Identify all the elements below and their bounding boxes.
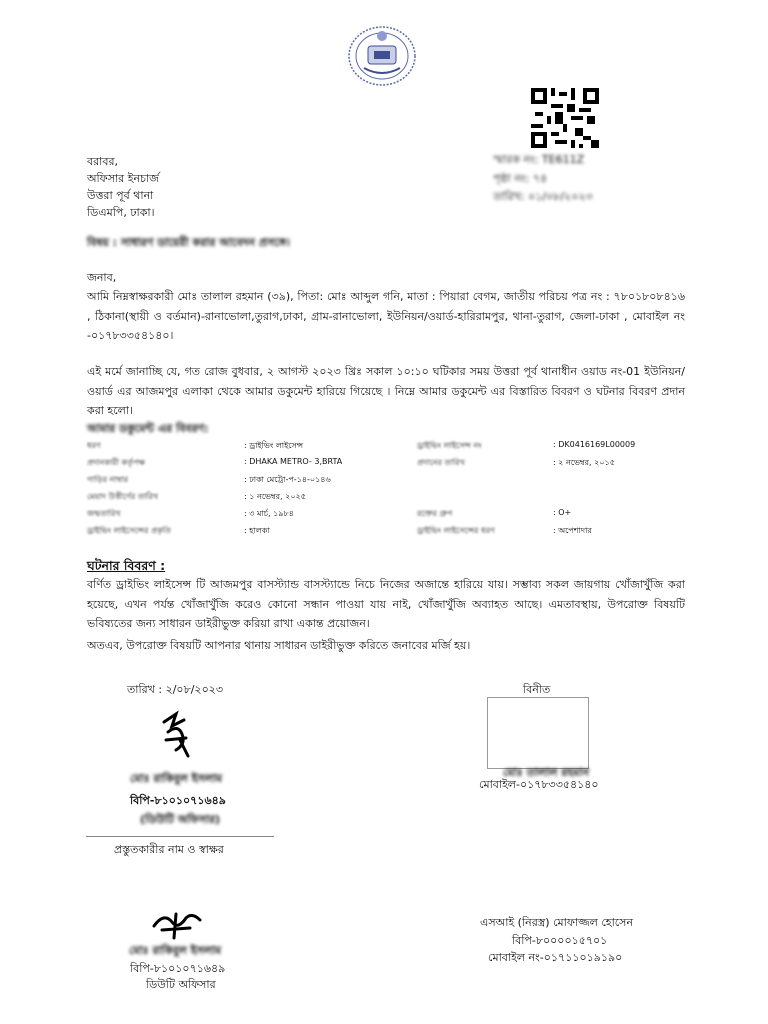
field-label: ড্রাইভিং লাইসেন্সের প্রকৃতি: [87, 526, 171, 535]
field-label: জন্মতারিখ: [87, 509, 121, 518]
duty-officer-signature: [150, 908, 204, 946]
field-value: : DHAKA METRO- 3,BRTA: [244, 457, 343, 466]
preparer-signature: [158, 710, 198, 764]
field-label: গাড়ির নাম্বার: [87, 475, 129, 484]
field-value: : DK0416169L00009: [553, 440, 636, 449]
field-value: : হালকা: [244, 526, 270, 535]
duty-officer-bp-number: বিপি-৮১০১০৭১৬৪৯: [130, 962, 226, 975]
field-value: : ৩ মার্চ, ১৯৮৪: [244, 509, 294, 518]
field-label: প্রদানের তারিখ: [417, 458, 465, 467]
qr-code: [531, 88, 599, 148]
sign-date: তারিখ : ২/০৮/২০২৩: [127, 683, 224, 696]
preparer-caption: প্রস্তুতকারীর নাম ও স্বাক্ষর: [114, 843, 224, 856]
table-row: [87, 522, 685, 539]
document-details-table: [87, 437, 685, 539]
incident-paragraph: বর্ণিত ড্রাইভিং লাইসেন্স টি আজমপুর বাসস্ট্যান্ড বাসস্ট্যান্ডে নিচে নিজের অজান্তে হারিয়ে যায়। সম্ভাব্য সকল জায়গায় খোঁজাখুঁজি করা হয়েছে, এখন পর্যন্ত খোঁজাখুঁজি করেও কোনো সন্ধান পাওয়া যায় নাই, খোঁজাখুঁজি অব্যাহত আছে। এমতাবস্থায়, উপরোক্ত বিষয়টি ভবিষ্যতের জন্য সাধারন ডাইরীভুক্ত করিয়া রাখা একান্ত প্রয়োজন।: [87, 578, 685, 630]
field-value: : ২ নভেম্বর, ২০১৫: [553, 458, 615, 467]
field-value: : অপেশাদার: [553, 526, 592, 535]
salutation: জনাব,: [87, 271, 117, 284]
table-row: [87, 505, 685, 522]
applicant-name: মোঃ তালাল রহমান: [503, 766, 590, 779]
duty-officer-name: মোঃ রাকিবুল ইসলাম: [129, 944, 222, 957]
si-mobile: মোবাইল নং-০১৭১১০১৯১৯০: [488, 951, 623, 964]
page-number: পৃষ্ঠা নং: ৭৪: [493, 172, 548, 185]
loss-paragraph: এই মর্মে জানাচ্ছি যে, গত রোজ বুধবার, ২ আগস্ট ২০২৩ খ্রিঃ সকাল ১০:১০ ঘটিকার সময় উত্তরা পূর্ব থানাধীন ওয়াড নং-01 ইউনিয়ন/ওয়ার্ড এর আজমপুর এলাকা থেকে আমার ডকুমেন্ট হারিয়ে গিয়েছে । নিম্নে আমার ডকুমেন্ট এর বিস্তারিত বিবরণ ও ঘটনার বিবরণ প্রদান করা হলো।: [87, 365, 685, 417]
applicant-signature-box: [487, 697, 589, 769]
subject-line: বিষয় : সাধারণ ডায়েরী করার আবেদন প্রসঙ্গে।: [87, 236, 290, 249]
recipient-line-3: উত্তরা পূর্ব থানা: [87, 189, 154, 202]
table-row: [87, 488, 685, 505]
preparer-bp-number: বিপি-৮১০১০৭১৬৪৯: [130, 794, 226, 807]
incident-heading: ঘটনার বিবরণ :: [87, 558, 166, 573]
field-value: : ড্রাইভিং লাইসেন্স: [244, 441, 304, 450]
si-bp-number: বিপি-৮০০০০১৫৭০১: [512, 934, 608, 947]
closing-paragraph: অতএব, উপরোক্ত বিষয়টি আপনার থানায় সাধারন ডাইরীভুক্ত করিতে জনাবের মর্জি হয়।: [87, 639, 471, 652]
field-label: ধরণ: [87, 441, 101, 450]
preparer-name: মোঃ রাকিবুল ইসলাম: [130, 772, 223, 785]
recipient-line-2: অফিসার ইনচার্জ: [87, 172, 159, 185]
field-label: ড্রাইভিং লাইসেন্স নং: [417, 441, 482, 450]
field-value: : ১ নভেম্বর, ২০২৫: [244, 492, 306, 501]
applicant-paragraph: আমি নিম্নস্বাক্ষরকারী মোঃ তালাল রহমান (৩৯), পিতা: মোঃ আব্দুল গনি, মাতা : পিয়ারা বেগম, জাতীয় পরিচয় পত্র নং : ৭৮০১৮০৮৪১৬ , ঠিকানা(স্থায়ী ও বর্তমান)-রানাভোলা,তুরাগ,ঢাকা, গ্রাম-রানাভোলা, ইউনিয়ন/ওয়ার্ড-হারিরামপুর, থানা-তুরাগ, জেলা-ঢাকা , মোবাইল নং -০১৭৮৩৩৫৪১৪০।: [87, 290, 685, 342]
field-label: প্রদানকারী কর্তৃপক্ষ: [87, 458, 145, 467]
table-row: [87, 437, 685, 454]
si-name: এসআই (নিরস্ত্র) মোফাজ্জল হোসেন: [480, 916, 634, 929]
table-row: [87, 471, 685, 488]
yours-faithfully: বিনীত: [523, 683, 551, 696]
table-row: [87, 454, 685, 471]
details-heading: আমার ডকুমেন্ট এর বিবরণ:: [87, 422, 209, 435]
recipient-line-4: ডিএমপি, ঢাকা।: [87, 206, 155, 219]
field-label: রক্তের গ্রুপ: [417, 509, 453, 518]
recipient-line-1: বরাবর,: [87, 155, 119, 168]
field-value: : O+: [553, 508, 572, 517]
preparer-role: (ডিউটি অফিসার): [140, 813, 221, 826]
applicant-mobile: মোবাইল-০১৭৮৩৩৫৪১৪০: [479, 778, 599, 791]
field-value: : ঢাকা মেট্রো-প-১৪-০১৪৬: [244, 475, 331, 484]
police-emblem-logo: [346, 22, 418, 88]
field-label: মেয়াদ উত্তীর্ণের তারিখ: [87, 492, 158, 501]
reference-date: তারিখ: ০১/০৮/২০২৩: [493, 190, 593, 203]
divider-line: [86, 836, 274, 837]
duty-officer-role: ডিউটি অফিসার: [146, 978, 216, 991]
reference-number: স্মারক নং: TE611Z: [493, 153, 585, 166]
field-label: ড্রাইভিং লাইসেন্সের ধরণ: [417, 526, 495, 535]
